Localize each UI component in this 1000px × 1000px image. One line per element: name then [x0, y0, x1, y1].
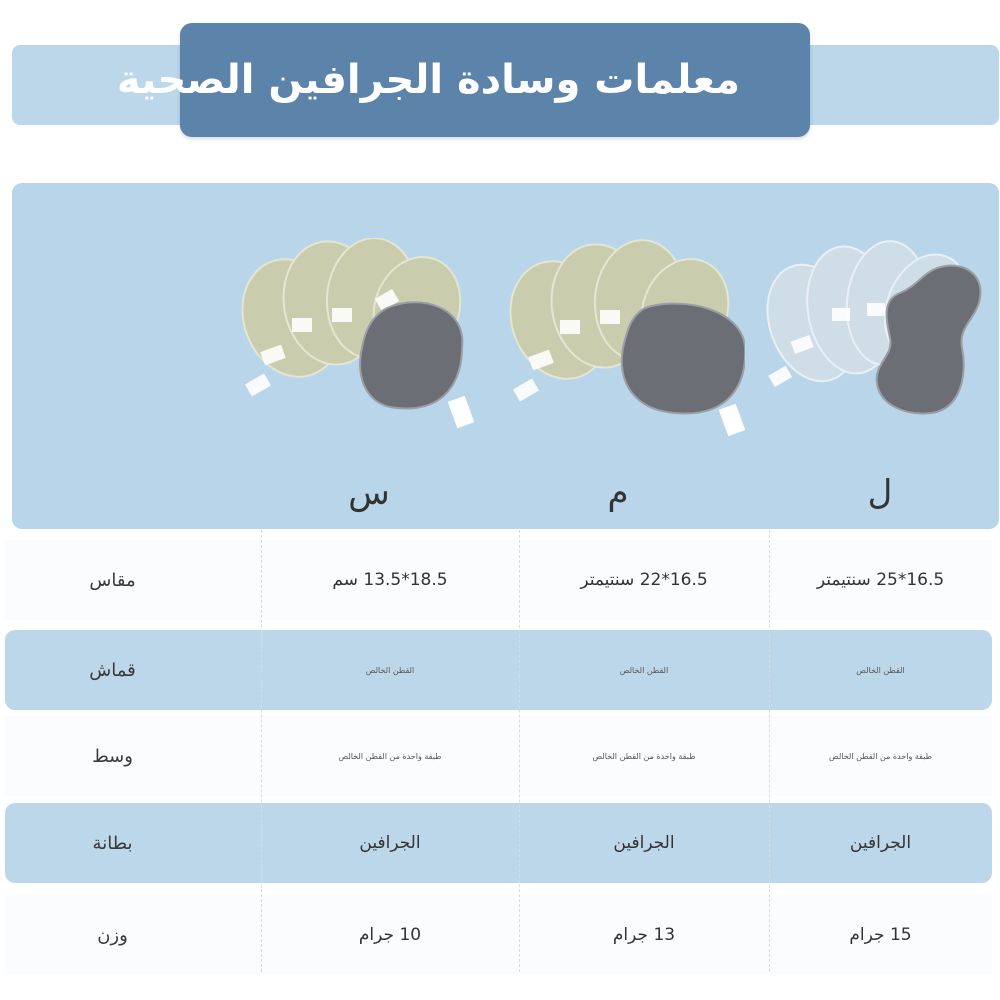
fabric-value-medium: القطن الخالص	[619, 665, 669, 675]
title-box	[116, 23, 810, 137]
column-divider	[769, 530, 770, 972]
lining-value-large: الجرافين	[849, 833, 912, 853]
row-label-weight: وزن	[97, 924, 128, 946]
weight-value-small: 10 جرام	[358, 925, 422, 945]
size-value-large: 16.5*25 سنتيمتر	[816, 570, 945, 590]
row-label-middle: وسط	[92, 745, 133, 767]
middle-value-medium: طبقة واحدة من القطن الخالص	[592, 751, 696, 761]
fabric-value-small: القطن الخالص	[365, 665, 415, 675]
product-image-large	[762, 238, 999, 438]
table-row-fabric	[5, 630, 992, 710]
lining-value-medium: الجرافين	[613, 833, 675, 853]
size-value-small: 18.5*13.5 سم	[332, 570, 448, 590]
table-row-weight	[5, 895, 992, 975]
weight-value-medium: 13 جرام	[612, 925, 676, 945]
table-row-middle	[5, 716, 992, 796]
size-label-large: ل	[867, 473, 893, 513]
weight-value-large: 15 جرام	[849, 925, 912, 945]
size-label-medium: م	[607, 473, 629, 513]
product-panel	[12, 183, 999, 529]
row-label-lining: بطانة	[92, 832, 133, 854]
page-title: معلمات وسادة الجرافين الصحية	[116, 57, 740, 103]
product-image-medium	[505, 238, 745, 438]
table-row-lining	[5, 803, 992, 883]
fabric-value-large: القطن الخالص	[856, 665, 905, 675]
middle-value-large: طبقة واحدة من القطن الخالص	[829, 751, 932, 761]
column-divider	[519, 530, 520, 972]
table-row-size	[5, 540, 992, 620]
row-label-size: مقاس	[89, 569, 136, 591]
middle-value-small: طبقة واحدة من القطن الخالص	[338, 751, 442, 761]
product-image-small	[237, 238, 477, 438]
size-value-medium: 16.5*22 سنتيمتر	[580, 570, 708, 590]
lining-value-small: الجرافين	[359, 833, 421, 853]
column-divider	[261, 530, 262, 972]
size-label-small: س	[348, 473, 390, 513]
row-label-fabric: قماش	[89, 659, 136, 681]
